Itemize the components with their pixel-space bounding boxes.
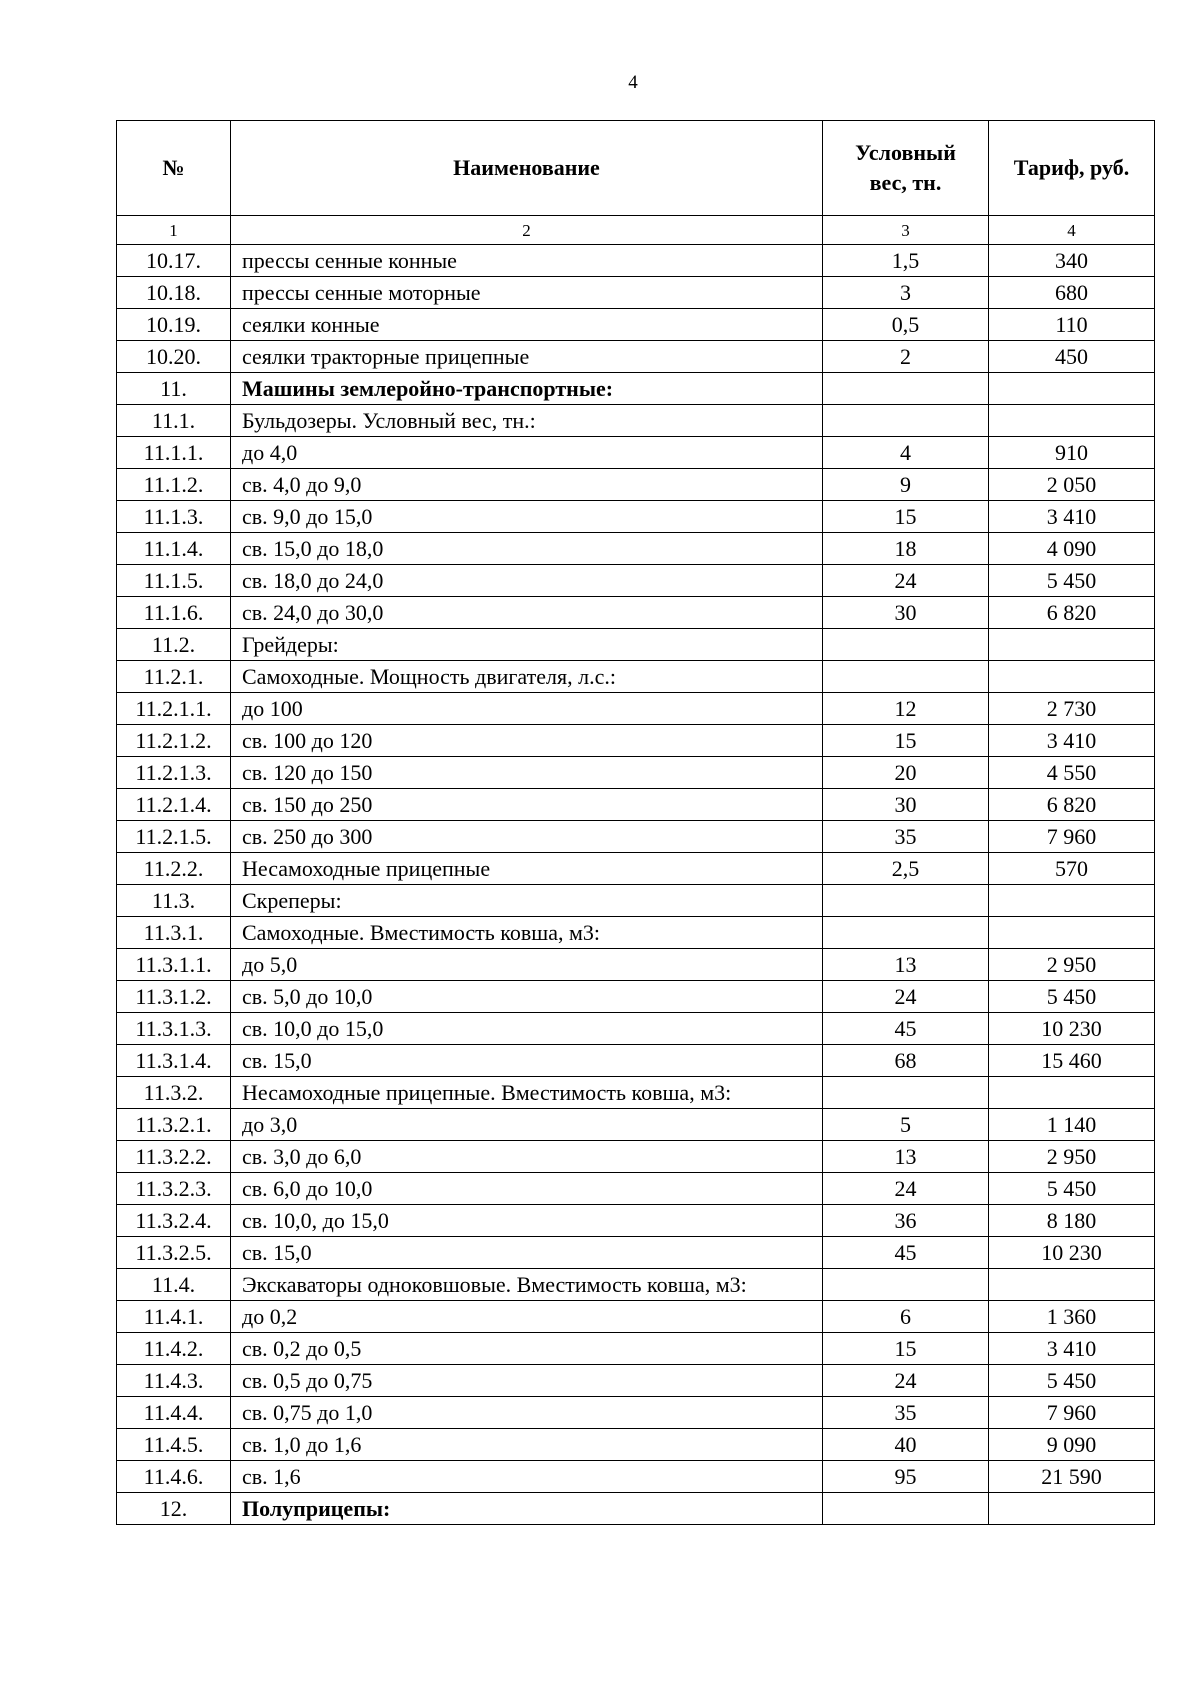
row-name: прессы сенные моторные [231,277,823,309]
row-number: 11.3.2.3. [117,1173,231,1205]
row-name: Полуприцепы: [231,1493,823,1525]
row-tariff: 15 460 [989,1045,1155,1077]
table-row [117,469,1155,501]
row-number: 11.2.1. [117,661,231,693]
row-weight: 1,5 [823,245,989,277]
row-name: св. 6,0 до 10,0 [231,1173,823,1205]
row-tariff: 1 140 [989,1109,1155,1141]
row-weight: 95 [823,1461,989,1493]
row-weight [823,629,989,661]
row-name: св. 250 до 300 [231,821,823,853]
table-row [117,1173,1155,1205]
row-weight: 24 [823,1365,989,1397]
row-tariff: 2 950 [989,1141,1155,1173]
table-row [117,373,1155,405]
row-weight [823,885,989,917]
row-name: св. 120 до 150 [231,757,823,789]
table-row [117,661,1155,693]
row-name: св. 10,0 до 15,0 [231,1013,823,1045]
row-weight: 5 [823,1109,989,1141]
row-weight: 13 [823,1141,989,1173]
table-row [117,821,1155,853]
table-row [117,1013,1155,1045]
row-number: 11.2.2. [117,853,231,885]
row-weight: 24 [823,981,989,1013]
row-weight: 18 [823,533,989,565]
row-name: до 0,2 [231,1301,823,1333]
table-row [117,1045,1155,1077]
row-number: 11.3.1.3. [117,1013,231,1045]
row-number: 11. [117,373,231,405]
row-number: 11.4.3. [117,1365,231,1397]
row-name: св. 24,0 до 30,0 [231,597,823,629]
table-row [117,309,1155,341]
row-weight: 35 [823,1397,989,1429]
row-weight [823,661,989,693]
row-name: Экскаваторы одноковшовые. Вместимость ковша, м3: [231,1269,823,1301]
row-tariff: 5 450 [989,981,1155,1013]
row-tariff: 7 960 [989,1397,1155,1429]
row-number: 11.2. [117,629,231,661]
table-row [117,1205,1155,1237]
row-name: до 4,0 [231,437,823,469]
row-tariff: 910 [989,437,1155,469]
table-row [117,853,1155,885]
row-weight [823,917,989,949]
row-name: Грейдеры: [231,629,823,661]
row-name: до 100 [231,693,823,725]
row-weight [823,1269,989,1301]
row-weight: 36 [823,1205,989,1237]
row-weight: 30 [823,789,989,821]
row-weight: 35 [823,821,989,853]
row-tariff: 3 410 [989,725,1155,757]
row-tariff: 450 [989,341,1155,373]
row-number: 11.3. [117,885,231,917]
table-row [117,597,1155,629]
table-row [117,917,1155,949]
table-row [117,1269,1155,1301]
row-weight: 15 [823,1333,989,1365]
table-row [117,1237,1155,1269]
table-row [117,341,1155,373]
row-tariff: 1 360 [989,1301,1155,1333]
table-row [117,629,1155,661]
row-weight [823,1077,989,1109]
row-name: св. 3,0 до 6,0 [231,1141,823,1173]
row-number: 11.1.4. [117,533,231,565]
table-row [117,789,1155,821]
row-name: св. 100 до 120 [231,725,823,757]
row-number: 11.3.2.4. [117,1205,231,1237]
row-weight: 13 [823,949,989,981]
header-weight-line1: Условный [855,140,956,166]
row-tariff: 5 450 [989,1173,1155,1205]
row-number: 11.4. [117,1269,231,1301]
table-row [117,1077,1155,1109]
row-name: св. 150 до 250 [231,789,823,821]
row-number: 10.20. [117,341,231,373]
row-name: Скреперы: [231,885,823,917]
header-name: Наименование [231,121,823,216]
table-row [117,1301,1155,1333]
row-number: 11.1.3. [117,501,231,533]
row-tariff: 8 180 [989,1205,1155,1237]
row-weight: 9 [823,469,989,501]
column-number: 1 [117,216,231,245]
table-row [117,1397,1155,1429]
row-number: 11.3.1. [117,917,231,949]
row-tariff: 5 450 [989,1365,1155,1397]
row-name: до 5,0 [231,949,823,981]
row-number: 11.3.1.2. [117,981,231,1013]
row-weight [823,405,989,437]
row-tariff: 680 [989,277,1155,309]
table-row [117,1109,1155,1141]
row-number: 10.19. [117,309,231,341]
column-number: 4 [989,216,1155,245]
row-number: 11.3.2. [117,1077,231,1109]
table-row [117,245,1155,277]
row-weight: 24 [823,565,989,597]
row-weight: 45 [823,1013,989,1045]
row-weight: 45 [823,1237,989,1269]
row-name: св. 10,0, до 15,0 [231,1205,823,1237]
row-name: сеялки конные [231,309,823,341]
row-number: 11.1.5. [117,565,231,597]
table-row [117,981,1155,1013]
column-number-row [117,216,1155,245]
row-tariff: 340 [989,245,1155,277]
table-row [117,1493,1155,1525]
row-number: 12. [117,1493,231,1525]
row-name: Несамоходные прицепные [231,853,823,885]
row-tariff [989,1493,1155,1525]
row-number: 11.3.1.1. [117,949,231,981]
row-weight: 2,5 [823,853,989,885]
row-name: Бульдозеры. Условный вес, тн.: [231,405,823,437]
header-weight [823,121,989,216]
row-number: 11.1.6. [117,597,231,629]
row-number: 11.2.1.5. [117,821,231,853]
row-tariff: 6 820 [989,597,1155,629]
row-weight: 12 [823,693,989,725]
row-number: 11.1. [117,405,231,437]
table-row [117,565,1155,597]
row-tariff: 7 960 [989,821,1155,853]
table-body [117,245,1155,1525]
row-number: 10.17. [117,245,231,277]
row-weight: 20 [823,757,989,789]
row-tariff: 9 090 [989,1429,1155,1461]
row-name: св. 1,0 до 1,6 [231,1429,823,1461]
table-row [117,1429,1155,1461]
row-number: 11.3.2.5. [117,1237,231,1269]
row-weight: 68 [823,1045,989,1077]
row-number: 11.4.6. [117,1461,231,1493]
row-number: 11.4.4. [117,1397,231,1429]
row-number: 11.3.2.2. [117,1141,231,1173]
table-row [117,1141,1155,1173]
row-tariff [989,629,1155,661]
tariff-table [116,120,1155,1525]
row-weight [823,1493,989,1525]
row-weight [823,373,989,405]
row-name: сеялки тракторные прицепные [231,341,823,373]
row-tariff [989,1269,1155,1301]
table-row [117,405,1155,437]
row-tariff [989,885,1155,917]
row-number: 11.4.2. [117,1333,231,1365]
row-tariff [989,1077,1155,1109]
row-name: св. 15,0 [231,1045,823,1077]
table-header-row [117,121,1155,216]
table-row [117,725,1155,757]
row-tariff [989,405,1155,437]
table-row [117,949,1155,981]
column-number: 2 [231,216,823,245]
row-name: Самоходные. Вместимость ковша, м3: [231,917,823,949]
table-row [117,533,1155,565]
row-weight: 15 [823,501,989,533]
row-tariff: 110 [989,309,1155,341]
row-number: 11.2.1.1. [117,693,231,725]
column-number: 3 [823,216,989,245]
header-number: № [117,121,231,216]
page-number: 4 [628,72,638,93]
row-name: прессы сенные конные [231,245,823,277]
row-number: 11.3.1.4. [117,1045,231,1077]
row-number: 11.1.1. [117,437,231,469]
row-tariff [989,661,1155,693]
table-row [117,757,1155,789]
row-weight: 2 [823,341,989,373]
row-name: до 3,0 [231,1109,823,1141]
row-number: 11.2.1.4. [117,789,231,821]
row-tariff: 4 550 [989,757,1155,789]
row-weight: 4 [823,437,989,469]
row-tariff: 10 230 [989,1013,1155,1045]
row-name: Самоходные. Мощность двигателя, л.с.: [231,661,823,693]
row-name: св. 15,0 до 18,0 [231,533,823,565]
row-weight: 24 [823,1173,989,1205]
row-name: Машины землеройно-транспортные: [231,373,823,405]
table-row [117,277,1155,309]
header-tariff: Тариф, руб. [989,121,1155,216]
row-name: св. 15,0 [231,1237,823,1269]
row-tariff: 10 230 [989,1237,1155,1269]
row-tariff: 2 050 [989,469,1155,501]
row-tariff: 2 950 [989,949,1155,981]
row-name: св. 0,2 до 0,5 [231,1333,823,1365]
row-name: св. 4,0 до 9,0 [231,469,823,501]
table-row [117,1461,1155,1493]
row-tariff: 570 [989,853,1155,885]
row-name: св. 5,0 до 10,0 [231,981,823,1013]
row-tariff: 3 410 [989,1333,1155,1365]
row-tariff: 3 410 [989,501,1155,533]
row-weight: 6 [823,1301,989,1333]
table-row [117,693,1155,725]
row-tariff: 6 820 [989,789,1155,821]
row-tariff: 5 450 [989,565,1155,597]
row-tariff [989,917,1155,949]
row-number: 11.2.1.3. [117,757,231,789]
row-tariff: 4 090 [989,533,1155,565]
row-number: 10.18. [117,277,231,309]
row-number: 11.4.5. [117,1429,231,1461]
row-number: 11.1.2. [117,469,231,501]
row-weight: 0,5 [823,309,989,341]
row-weight: 15 [823,725,989,757]
table-row [117,501,1155,533]
table-row [117,885,1155,917]
row-number: 11.2.1.2. [117,725,231,757]
row-weight: 3 [823,277,989,309]
table-row [117,1333,1155,1365]
row-tariff: 2 730 [989,693,1155,725]
row-tariff [989,373,1155,405]
row-name: св. 0,5 до 0,75 [231,1365,823,1397]
table-row [117,437,1155,469]
row-weight: 30 [823,597,989,629]
header-weight-line2: вес, тн. [869,170,942,195]
table-row [117,1365,1155,1397]
row-tariff: 21 590 [989,1461,1155,1493]
row-name: св. 18,0 до 24,0 [231,565,823,597]
row-weight: 40 [823,1429,989,1461]
row-name: св. 0,75 до 1,0 [231,1397,823,1429]
row-number: 11.4.1. [117,1301,231,1333]
row-name: св. 1,6 [231,1461,823,1493]
row-number: 11.3.2.1. [117,1109,231,1141]
row-name: Несамоходные прицепные. Вместимость ковша, м3: [231,1077,823,1109]
row-name: св. 9,0 до 15,0 [231,501,823,533]
